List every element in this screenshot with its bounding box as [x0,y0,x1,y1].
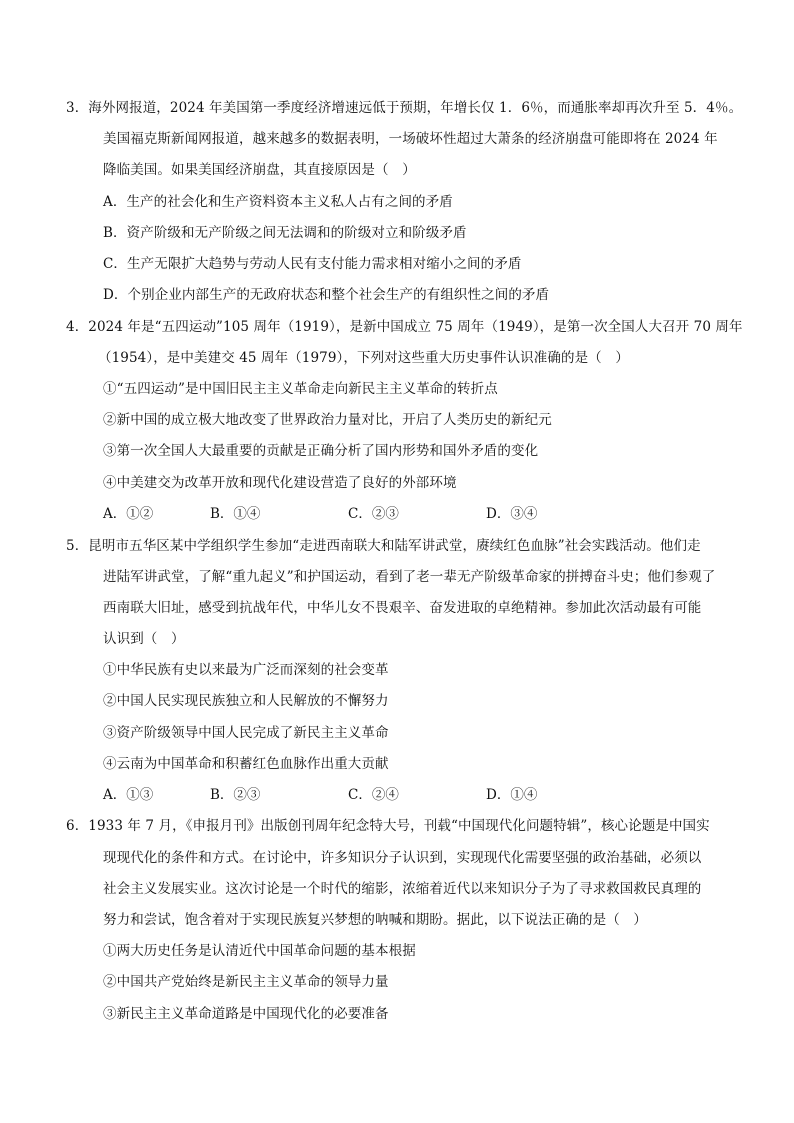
question-3-line-2: 美国福克斯新闻网报道，越来越多的数据表明，一场破坏性超过大萧条的经济崩盘可能即将在 2024 年 [103,131,718,147]
question-3-option-d: D．个别企业内部生产的无政府状态和整个社会生产的有组织性之间的矛盾 [103,287,550,303]
question-6-line-4: 努力和尝试，饱含着对于实现民族复兴梦想的呐喊和期盼。据此，以下说法正确的是（ ） [103,912,647,928]
question-6-statement-2: ②中国共产党始终是新民主主义革命的领导力量 [103,974,389,990]
question-3-option-b: B．资产阶级和无产阶级之间无法调和的阶级对立和阶级矛盾 [103,225,467,241]
question-5-statement-4: ④云南为中国革命和积蓄红色血脉作出重大贡献 [103,756,389,772]
question-4-statement-1: ①“五四运动”是中国旧民主主义革命走向新民主主义革命的转折点 [103,381,498,397]
question-5-line-2: 进陆军讲武堂，了解“重九起义”和护国运动，看到了老一辈无产阶级革命家的拼搏奋斗史；他们参观了 [103,569,716,585]
question-6-line-3: 社会主义发展实业。这次讨论是一个时代的缩影，浓缩着近代以来知识分子为了寻求救国救民真理的 [103,881,702,897]
choice-d: D．③④ [486,506,538,522]
question-3-option-a: A．生产的社会化和生产资料资本主义私人占有之间的矛盾 [103,194,453,210]
question-5-line-3: 西南联大旧址，感受到抗战年代，中华儿女不畏艰辛、奋发进取的卓绝精神。参加此次活动最有可能 [103,600,702,616]
question-5-statement-3: ③资产阶级领导中国人民完成了新民主主义革命 [103,725,389,741]
question-3-line-3: 降临美国。如果美国经济崩盘，其直接原因是（ ） [103,162,416,178]
question-3-line-1: 3．海外网报道，2024 年美国第一季度经济增速远低于预期，年增长仅 1．6％，而通胀率却再次升至 5．4％。 [66,100,743,116]
question-5-statement-2: ②中国人民实现民族独立和人民解放的不懈努力 [103,693,389,709]
question-6-statement-1: ①两大历史任务是认清近代中国革命问题的基本根据 [103,943,416,959]
question-4-statement-4: ④中美建交为改革开放和现代化建设营造了良好的外部环境 [103,475,457,491]
question-5-line-1: 5．昆明市五华区某中学组织学生参加“走进西南联大和陆军讲武堂，赓续红色血脉”社会实践活动。他们走 [66,538,701,554]
question-4-line-2: （1954），是中美建交 45 周年（1979），下列对这些重大历史事件认识准确的是（ ） [98,350,629,366]
choice-c: C．②④ [348,787,399,803]
question-5-choices [103,785,586,805]
question-4-choices [103,504,586,524]
choice-b: B．①④ [210,506,261,522]
choice-d: D．①④ [486,787,538,803]
question-4-statement-2: ②新中国的成立极大地改变了世界政治力量对比，开启了人类历史的新纪元 [103,412,552,428]
choice-c: C．②③ [348,506,399,522]
question-3-option-c: C．生产无限扩大趋势与劳动人民有支付能力需求相对缩小之间的矛盾 [103,256,522,272]
question-6-statement-3: ③新民主主义革命道路是中国现代化的必要准备 [103,1006,389,1022]
choice-a: A．①② [103,506,154,522]
question-5-statement-1: ①中华民族有史以来最为广泛而深刻的社会变革 [103,662,389,678]
question-4-line-1: 4．2024 年是“五四运动”105 周年（1919），是新中国成立 75 周年（1949），是第一次全国人大召开 70 周年 [66,319,743,335]
question-6-line-2: 现现代化的条件和方式。在讨论中，许多知识分子认识到，实现现代化需要坚强的政治基础，必须以 [103,850,702,866]
question-6-line-1: 6．1933 年 7 月，《申报月刊》出版创刊周年纪念特大号，刊载“中国现代化问题特辑”，核心论题是中国实 [66,818,710,834]
question-4-statement-3: ③第一次全国人大最重要的贡献是正确分析了国内形势和国外矛盾的变化 [103,443,539,459]
choice-b: B．②③ [210,787,261,803]
choice-a: A．①③ [103,787,154,803]
question-5-line-4: 认识到（ ） [103,631,185,647]
